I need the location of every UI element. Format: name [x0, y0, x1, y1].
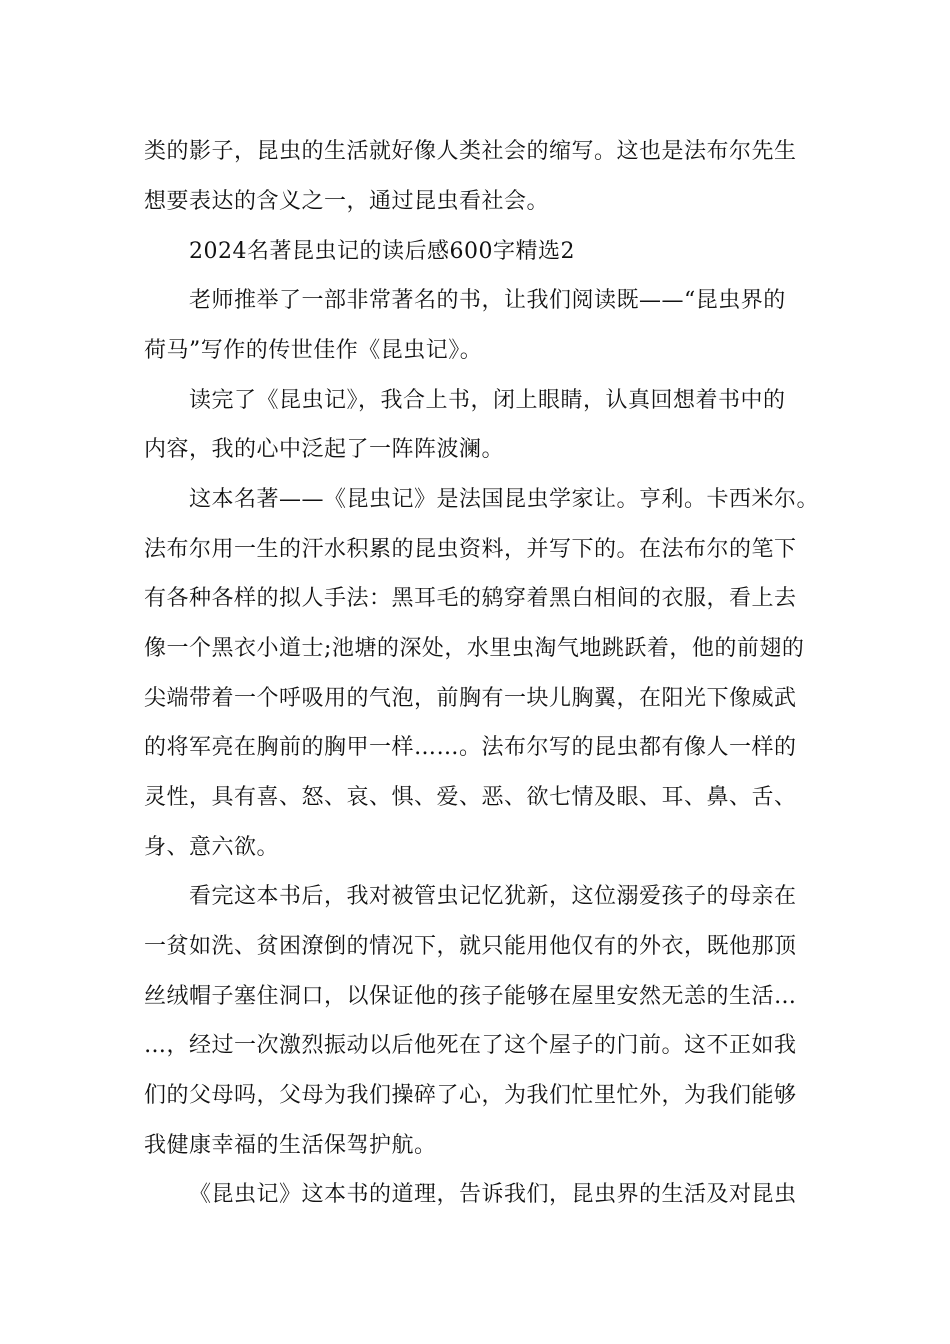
text-line-15: 身、意六欲。: [144, 835, 280, 860]
text-line-7: 内容，我的心中泛起了一阵阵波澜。: [144, 437, 505, 462]
text-line-16: 看完这本书后，我对被管虫记忆犹新，这位溺爱孩子的母亲在: [189, 884, 797, 909]
section-heading: 2024名著昆虫记的读后感600字精选2: [189, 239, 575, 264]
text-line-9: 法布尔用一生的汗水积累的昆虫资料，并写下的。在法布尔的笔下: [144, 537, 797, 562]
text-line-5: 荷马”写作的传世佳作《昆虫记》。: [144, 338, 483, 363]
text-line-10: 有各种各样的拟人手法：黑耳毛的鸫穿着黑白相间的衣服，看上去: [144, 586, 797, 611]
text-line-12: 尖端带着一个呼吸用的气泡，前胸有一块儿胸翼，在阳光下像威武: [144, 686, 797, 711]
text-line-6: 读完了《昆虫记》，我合上书，闭上眼睛，认真回想着书中的: [189, 388, 786, 413]
text-line-14: 灵性，具有喜、怒、哀、惧、爱、恶、欲七情及眼、耳、鼻、舌、: [144, 785, 797, 810]
text-line-18: 丝绒帽子塞住洞口，以保证他的孩子能够在屋里安然无恙的生活…: [144, 984, 797, 1009]
text-line-21: 我健康幸福的生活保驾护航。: [144, 1133, 437, 1158]
text-line-19: …，经过一次激烈振动以后他死在了这个屋子的门前。这不正如我: [144, 1033, 797, 1058]
text-line-22: 《昆虫记》这本书的道理，告诉我们，昆虫界的生活及对昆虫: [189, 1182, 797, 1207]
text-line-4: 老师推举了一部非常著名的书，让我们阅读既——“昆虫界的: [189, 288, 786, 313]
text-line-13: 的将军亮在胸前的胸甲一样……。法布尔写的昆虫都有像人一样的: [144, 735, 797, 760]
text-line-20: 们的父母吗，父母为我们操碎了心，为我们忙里忙外，为我们能够: [144, 1083, 797, 1108]
text-line-11: 像一个黑衣小道士;池塘的深处，水里虫淘气地跳跃着，他的前翅的: [144, 636, 805, 661]
text-line-17: 一贫如洗、贫困潦倒的情况下，就只能用他仅有的外衣，既他那顶: [144, 934, 797, 959]
text-line-8: 这本名著——《昆虫记》是法国昆虫学家让。亨利。卡西米尔。: [189, 487, 820, 512]
text-line-1: 类的影子，昆虫的生活就好像人类社会的缩写。这也是法布尔先生: [144, 139, 797, 164]
text-line-2: 想要表达的含义之一，通过昆虫看社会。: [144, 189, 550, 214]
